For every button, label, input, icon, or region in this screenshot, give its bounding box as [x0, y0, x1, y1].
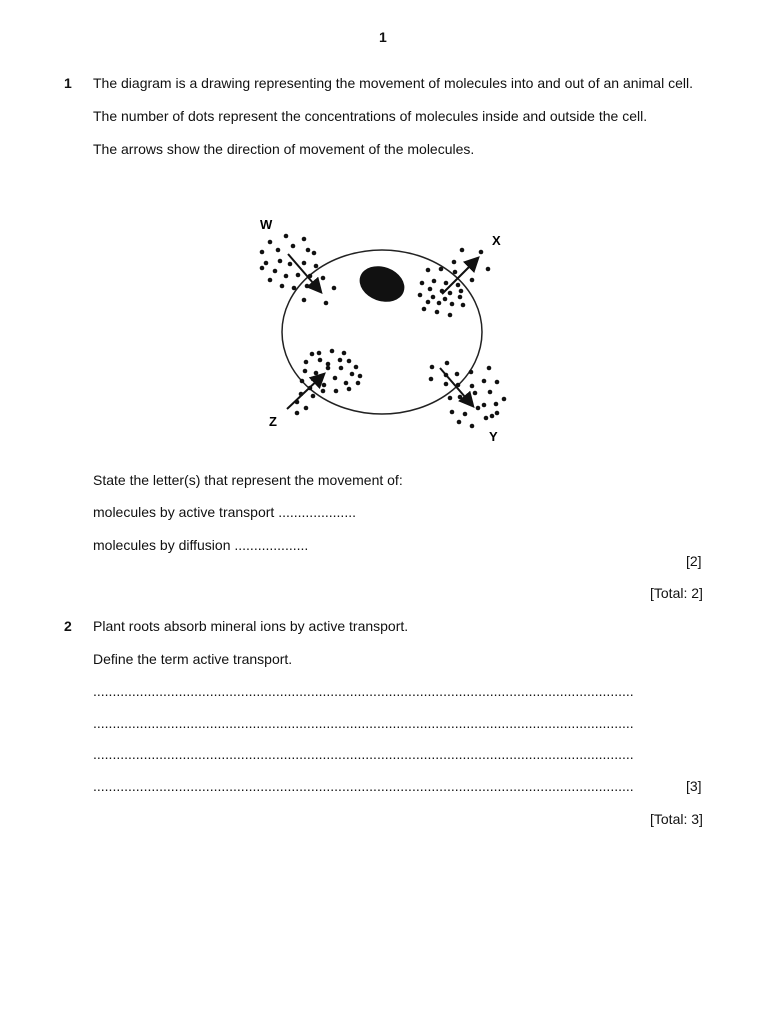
- question-2-number: 2: [64, 618, 72, 634]
- answer-line-4[interactable]: ...........................................................................................................................................: [93, 778, 634, 794]
- answer-line-3[interactable]: ...........................................................................................................................................: [93, 746, 634, 762]
- page-number: 1: [379, 29, 387, 45]
- question-2-intro: Plant roots absorb mineral ions by active transport.: [93, 618, 409, 634]
- answer-line-2[interactable]: ...........................................................................................................................................: [93, 715, 634, 731]
- question-1-total: [Total: 2]: [650, 585, 703, 601]
- arrow-x: [442, 259, 477, 294]
- arrow-w: [288, 254, 320, 291]
- label-y: Y: [489, 429, 498, 444]
- cell-diagram: [250, 208, 510, 448]
- label-z: Z: [269, 414, 277, 429]
- question-1-marks: [2]: [686, 553, 702, 569]
- question-1-number: 1: [64, 75, 72, 91]
- label-x: X: [492, 233, 501, 248]
- question-1-intro: The diagram is a drawing representing the movement of molecules into and out of an animal cell.: [93, 75, 693, 91]
- arrow-z: [287, 375, 323, 409]
- active-transport-answer-line[interactable]: molecules by active transport ....................: [93, 504, 356, 520]
- question-1-arrows-note: The arrows show the direction of movement of the molecules.: [93, 141, 475, 157]
- question-1-dots-note: The number of dots represent the concentrations of molecules inside and outside the cell.: [93, 108, 648, 124]
- question-1-prompt: State the letter(s) that represent the movement of:: [93, 472, 403, 488]
- question-2-prompt: Define the term active transport.: [93, 651, 293, 667]
- answer-line-1[interactable]: ...........................................................................................................................................: [93, 683, 634, 699]
- question-2-total: [Total: 3]: [650, 811, 703, 827]
- cell-nucleus: [355, 260, 410, 308]
- diffusion-answer-line[interactable]: molecules by diffusion ...................: [93, 537, 309, 553]
- label-w: W: [260, 217, 273, 232]
- question-2-marks: [3]: [686, 778, 702, 794]
